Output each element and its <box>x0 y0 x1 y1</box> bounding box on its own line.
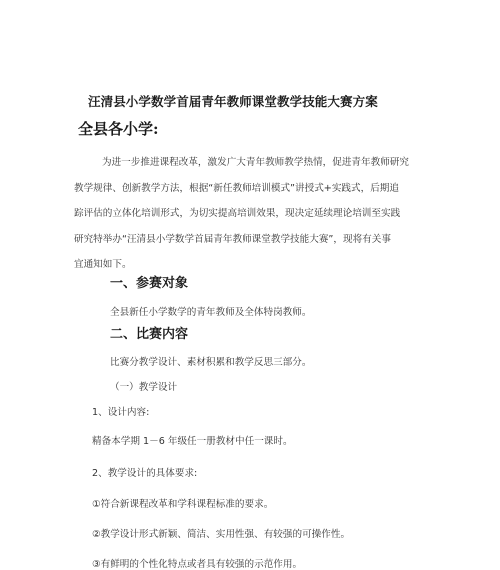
design-item-1: 1、设计内容: <box>92 407 150 418</box>
content-summary-text: 比赛分教学设计、素材积累和教学反思三部分。 <box>110 357 312 368</box>
intro-line: 宜通知如下。 <box>74 259 132 270</box>
design-requirement-2: ②教学设计形式新颖、简洁、实用性强、有较强的可操作性。 <box>92 529 351 540</box>
design-requirement-3: ③有鲜明的个性化特点或者具有较强的示范作用。 <box>92 559 303 570</box>
intro-line: 踪评估的立体化培训形式，为切实提高培训效果，现决定延续理论培训至实践 <box>74 208 401 219</box>
intro-line: 研究特举办“汪清县小学数学首届青年教师课堂教学技能大赛”，现将有关事 <box>74 233 391 245</box>
intro-line: 教学规律、创新教学方法，根据“新任教师培训模式”讲授式+实践式，后期追 <box>74 182 399 194</box>
intro-line: 为进一步推进课程改革，激发广大青年教师教学热情，促进青年教师研究 <box>102 157 409 168</box>
design-item-2: 2、教学设计的具体要求: <box>92 468 198 479</box>
document-title: 汪清县小学数学首届青年教师课堂教学技能大赛方案 <box>88 94 378 109</box>
design-requirement-1: ①符合新课程改革和学科课程标准的要求。 <box>92 499 274 510</box>
intro-paragraph <box>74 150 428 278</box>
participants-text: 全县新任小学数学的青年教师及全体特岗教师。 <box>110 307 312 318</box>
section-heading-content: 二、比赛内容 <box>110 327 189 342</box>
section-heading-participants: 一、参赛对象 <box>110 276 189 291</box>
design-item-1-body: 精备本学期 1－6 年级任一册教材中任一课时。 <box>92 436 293 447</box>
salutation: 全县各小学: <box>78 120 159 138</box>
subsection-heading-design: （一）教学设计 <box>110 382 178 393</box>
